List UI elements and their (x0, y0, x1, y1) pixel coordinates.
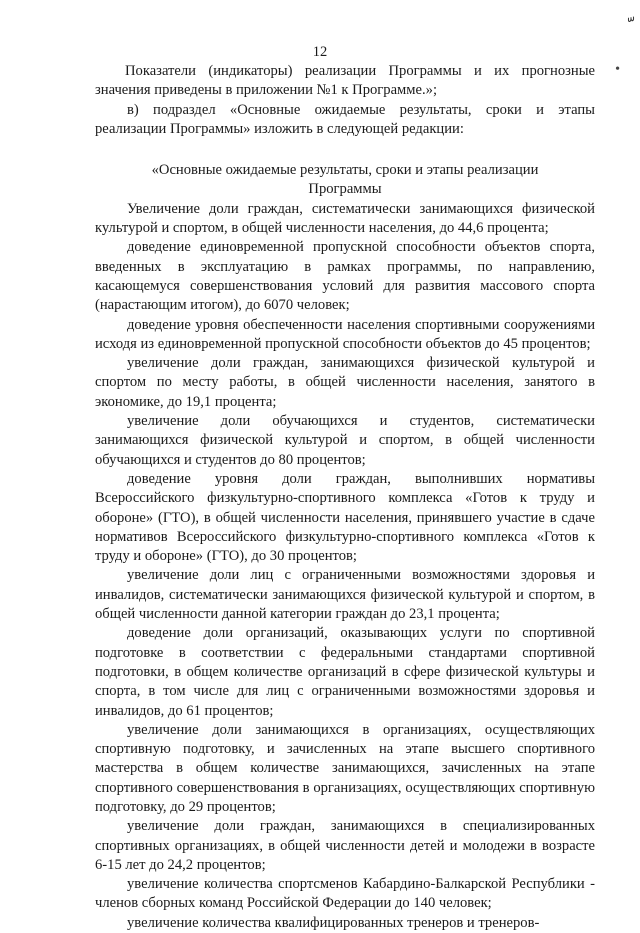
result-item: доведение доли организаций, оказывающих услуги по спортивной подготовке в соответствии с федеральными стандартами спортивной подготовки, в общем количестве организаций в сфере физической культуры и спорта, в том числе для лиц с ограниченными возможностями здоровья и инвалидов, до 61 процентов; (95, 625, 595, 719)
result-item: доведение уровня доли граждан, выполнивших нормативы Всероссийского физкультурно-спортивного комплекса «Готов к труду и обороне» (ГТО), в общей численности населения, принявшего участие в сдаче нормативов Всероссийского физкультурно-спортивного комплекса «Готов к труду и обороне» (ГТО), до 30 процентов; (95, 470, 595, 565)
amendment-instruction-paragraph: в) подраздел «Основные ожидаемые результаты, сроки и этапы реализации Программы» изложить в следующей редакции: (95, 101, 595, 137)
document-body (95, 62, 595, 933)
result-item: увеличение доли обучающихся и студентов, систематически занимающихся физической культурой и спортом, в общей численности обучающихся и студентов до 80 процентов; (95, 413, 595, 468)
result-item: доведение уровня обеспеченности населения спортивными сооружениями исходя из единовременной пропускной способности объектов до 45 процентов; (95, 316, 595, 352)
page-number: 12 (312, 44, 328, 60)
result-item: увеличение доли граждан, занимающихся в специализированных спортивных организациях, в общей численности детей и молодежи в возрасте 6-15 лет до 24,2 процентов; (95, 818, 595, 873)
result-item: увеличение количества спортсменов Кабардино-Балкарской Республики - членов сборных команд Российской Федерации до 140 человек; (95, 876, 595, 912)
result-item: доведение единовременной пропускной способности объектов спорта, введенных в эксплуатацию в рамках программы, по направлению, касающемуся совершенствования условий для развития массового спорта (нарастающим итогом), до 6070 человек; (95, 239, 595, 314)
result-item: увеличение доли занимающихся в организациях, осуществляющих спортивную подготовку, и зачисленных на этапе высшего спортивного мастерства в общем количестве занимающихся, зачисленных на этапе спортивного совершенствования в организациях, осуществляющих спортивную подготовку, до 29 процентов; (95, 721, 595, 815)
result-item: увеличение доли граждан, занимающихся физической культурой и спортом по месту работы, в общей численности населения, занятого в экономике, до 19,1 процента; (95, 355, 595, 410)
section-heading: «Основные ожидаемые результаты, сроки и этапы реализации Программы (151, 162, 539, 198)
result-item: увеличение доли лиц с ограниченными возможностями здоровья и инвалидов, систематически занимающихся физической культурой и спортом, в общей численности данной категории граждан до 23,1 процента; (95, 567, 595, 623)
result-item: увеличение количества квалифицированных тренеров и тренеров- (127, 914, 540, 931)
intro-paragraph: Показатели (индикаторы) реализации Программы и их прогнозные значения приведены в приложении №1 к Программе.»; (95, 63, 595, 99)
result-item: Увеличение доли граждан, систематически занимающихся физической культурой и спортом, в общей численности населения, до 44,6 процента; (95, 200, 595, 237)
scan-artifact-dot: • (615, 62, 620, 77)
